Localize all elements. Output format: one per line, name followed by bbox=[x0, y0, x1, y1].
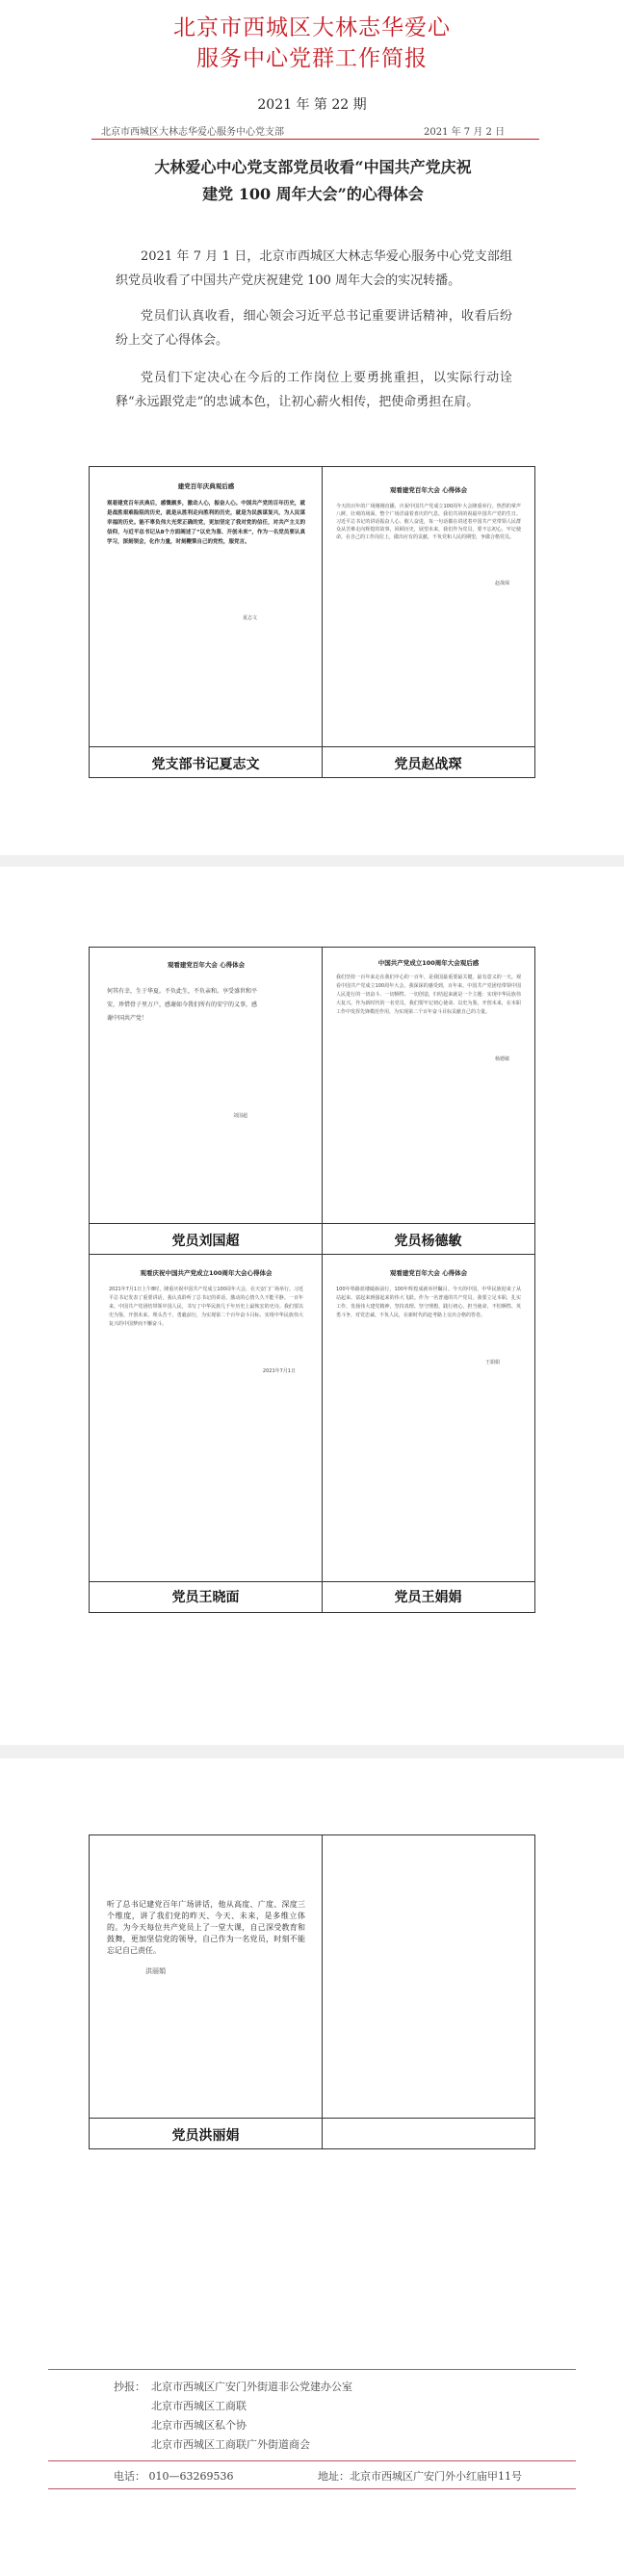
document-body: 听了总书记建党百年广场讲话，他从高度、广度、深度三个维度，讲了我们党的昨天、今天、未来，是多维立体的。为今天每位共产党员上了一堂大课，自己深受教育和鼓舞，更加坚信党的领导，自己作为一名党员，时刻不能忘记自己责任。 bbox=[107, 1900, 305, 1955]
document-signature: 夏志文 bbox=[242, 615, 257, 621]
article-title bbox=[116, 154, 510, 208]
document-title: 中国共产党成立100周年大会观后感 bbox=[377, 959, 480, 967]
article-title-line2: 建党 100 周年大会”的心得体会 bbox=[202, 185, 424, 203]
document-title: 观看庆祝中国共产党成立100周年大会心得体会 bbox=[140, 1269, 273, 1277]
document-body: 100年筚路蓝缕砥砺前行，100年辉煌成就举世瞩目。今天的中国，中华民族迎来了从站起来、富起来到强起来的伟大飞跃。作为一名普通的共产党员，我要立足本职，扎实工作，发扬伟大建党精神，坚持真理、坚守理想，践行初心、担当使命，不怕牺牲、英勇斗争，对党忠诚、不负人民，在新时代的赶考路上交出合格的答卷。 bbox=[336, 1287, 521, 1318]
submission-document bbox=[328, 473, 529, 741]
recipient: 北京市西城区广安门外街道非公党建办公室 bbox=[151, 2381, 352, 2393]
page-divider bbox=[0, 855, 624, 867]
submission-document bbox=[97, 953, 315, 1217]
submission-document bbox=[97, 473, 315, 741]
document-signature: 2021年7月1日 bbox=[262, 1368, 296, 1374]
document-body: 我们坚持一百年来走在我们中心的一百年，是我国最重要最关键，最有意义的一天。观看中国共产党成立100周年大会，我深深的感受到，百年来，中国共产党团结带领中国人民进行的一切奋斗、一切牺牲、一切创造，归结起来就是一个主题：实现中华民族伟大复兴。作为新时代的一名党员，我们要牢记初心使命，以史为鉴，开创未来，在本职工作中发挥先锋模范作用，为实现第二个百年奋斗目标贡献自己的力量。 bbox=[336, 975, 521, 1015]
recipient: 北京市西城区工商联 bbox=[151, 2400, 247, 2412]
article-paragraph: 2021 年 7 月 1 日，北京市西城区大林志华爱心服务中心党支部组织党员收看了中国共产党庆祝建党 100 周年大会的实况转播。 bbox=[116, 249, 512, 288]
document-signature: 王娟娟 bbox=[484, 1360, 500, 1366]
footer-rule bbox=[48, 2369, 576, 2370]
article-paragraph: 党员们下定决心在今后的工作岗位上要勇挑重担，以实际行动诠释“永远跟党走”的忠诚本色，让初心薪火相传，把使命勇担在肩。 bbox=[116, 371, 512, 409]
submission-caption: 党员洪丽娟 bbox=[171, 2128, 240, 2144]
newsletter-title-line1: 北京市西城区大林志华爱心 bbox=[173, 15, 451, 40]
document-title: 观看建党百年大会 心得体会 bbox=[167, 961, 246, 969]
empty-cell bbox=[328, 1841, 529, 2112]
submission-document bbox=[328, 1260, 529, 1575]
issue-number: 2021 年 第 22 期 bbox=[257, 97, 367, 113]
newsletter-title-line2: 服务中心党群工作简报 bbox=[196, 46, 428, 71]
article-title-line1: 大林爱心中心党支部党员收看“中国共产党庆祝 bbox=[154, 158, 472, 176]
submission-document bbox=[328, 953, 529, 1217]
article-paragraph: 党员们认真收看，细心领会习近平总书记重要讲话精神，收看后纷纷上交了心得体会。 bbox=[116, 309, 512, 348]
document-signature: 杨德敏 bbox=[494, 1056, 509, 1062]
submission-caption: 党员刘国超 bbox=[171, 1234, 240, 1249]
document-signature: 洪丽娟 bbox=[145, 1967, 166, 1975]
document-body: 今天的百年的广场刚刚直播，庆祝中国共产党成立100周年大会隆重举行。热烈的掌声八鲜，壮观的场面，整个广场洋溢着喜庆的气息，我们共同的祝福中国共产党的生日。习近平总书记的讲话振奋人心、催人奋进，每一句话都在讲述着中国共产党带领人民群众从苦难走向辉煌的故事，回顾历史，展望未来，我们作为党员，要不忘初心，牢记使命，在自己的工作岗位上，做出应有的贡献，不负党和人民的期望，争做合格党员。 bbox=[336, 504, 521, 540]
recipient: 北京市西城区工商联广外街道商会 bbox=[151, 2438, 310, 2451]
submission-caption: 党支部书记夏志文 bbox=[151, 757, 260, 772]
submission-document bbox=[97, 1841, 315, 2112]
footer-rule bbox=[48, 2488, 576, 2489]
document-body: 观看建党百年庆典后，感慨颇多，激动人心，振奋人心。中国共产党的百年历史，就是战胜艰难险阻的历史，就是从胜利走向胜利的历史，就是为民族谋复兴，为人民谋幸福的历史。能不辜负伟大光荣正确的党，更加坚定了我对党的信任，对共产主义的信仰，与近平总书记从8个方面阐述了“以史为鉴、开创未来”，作为一名党员要认真学习，深刻领会，化作力量，时刻鞭策自己的党性，服党言。 bbox=[107, 501, 305, 545]
submission-document bbox=[97, 1260, 315, 1575]
header-rule bbox=[91, 139, 539, 140]
submission-caption: 党员杨德敏 bbox=[394, 1234, 462, 1249]
document-title: 观看建党百年大会 心得体会 bbox=[389, 1269, 468, 1277]
contact-phone: 电话： 010—63269536 bbox=[114, 2470, 234, 2483]
submission-caption: 党员王娟娟 bbox=[394, 1590, 462, 1605]
document-signature: 刘国超 bbox=[232, 1113, 247, 1119]
publisher-org: 北京市西城区大林志华爱心服务中心党支部 bbox=[101, 127, 284, 138]
footer-rule bbox=[48, 2460, 576, 2461]
document-title: 观看建党百年大会 心得体会 bbox=[389, 486, 468, 494]
submission-grid-1 bbox=[89, 466, 535, 778]
document-body: 何其有幸，生于华夏。不负此生，不负亲和。享受盛世和平安，珍惜骨子里万户，感谢如今我们所有的安宁的义事，感谢中国共产党！ bbox=[107, 988, 258, 1022]
contact-address: 地址：北京市西城区广安门外小红庙甲11号 bbox=[318, 2470, 522, 2483]
publish-date: 2021 年 7 月 2 日 bbox=[424, 127, 506, 138]
document-title: 建党百年庆典观后感 bbox=[177, 482, 235, 490]
recipient: 北京市西城区私个协 bbox=[151, 2419, 247, 2432]
send-label: 抄报： bbox=[114, 2381, 145, 2393]
submission-caption: 党员王晓面 bbox=[171, 1590, 240, 1605]
document-body: 2021年7月1日上午8时，隆重庆祝中国共产党成立100周年大会，在天安门广场举行。习近平总书记发表了重要讲话，我认真聆听了总书记的讲话，激动的心情久久不能平静。一百年来，中国共产党团结带领中国人民，书写了中华民族几千年历史上最恢宏的史诗。我们要以史为鉴，开创未来，埋头苦干，勇毅前行，为实现第二个百年奋斗目标、实现中华民族伟大复兴的中国梦而不懈奋斗。 bbox=[109, 1287, 303, 1327]
submission-grid-2 bbox=[89, 947, 535, 1613]
document-signature: 赵战琛 bbox=[494, 581, 509, 586]
submission-grid-3 bbox=[89, 1834, 535, 2149]
submission-caption: 党员赵战琛 bbox=[394, 757, 462, 772]
page-divider bbox=[0, 1745, 624, 1758]
